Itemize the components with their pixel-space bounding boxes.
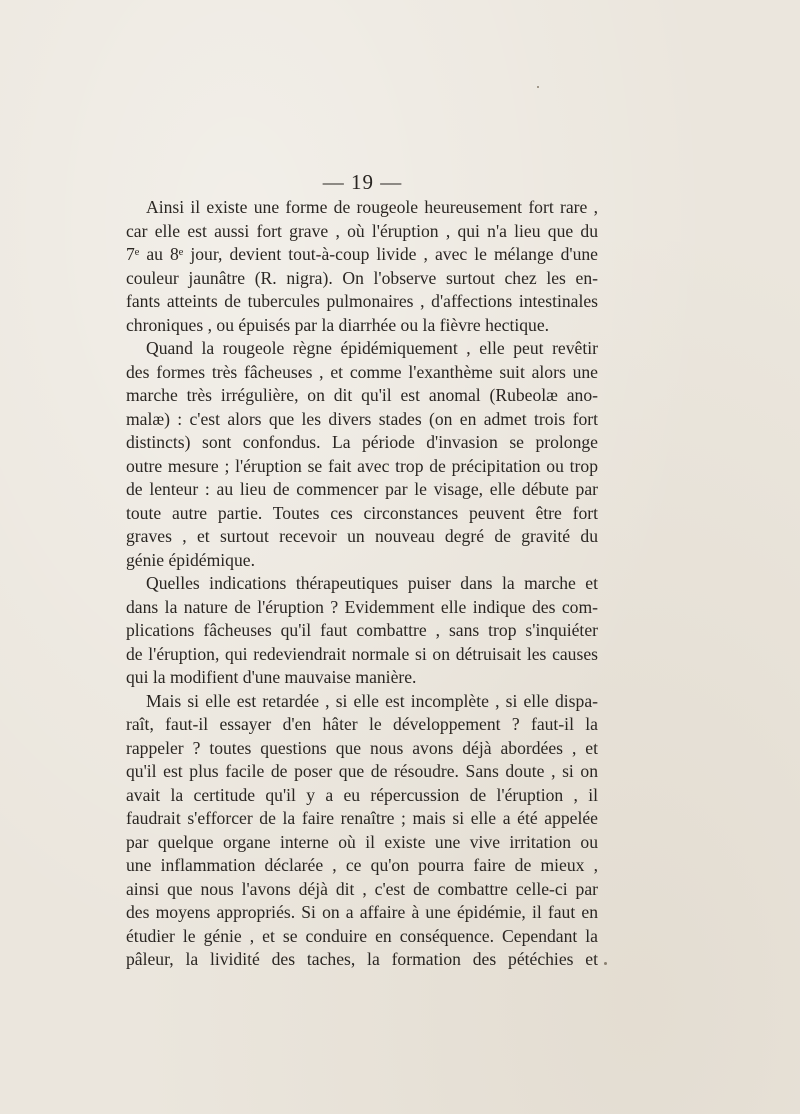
text-line: chroniques , ou épuisés par la diarrhée ou la fièvre hectique. <box>126 314 550 335</box>
text-line: des moyens appropriés. Si on a affaire à une épidémie, il faut en <box>126 902 598 922</box>
text-line: une inflammation déclarée , ce qu'on pourra faire de mieux , <box>126 855 598 875</box>
text-line: dans la nature de l'éruption ? Evidemment elle indique des com- <box>126 596 598 617</box>
text-line: qui la modifient d'une mauvaise manière. <box>126 667 417 687</box>
body-text <box>126 196 598 972</box>
text-line: rappeler ? toutes questions que nous avons déjà abordées , et <box>126 737 598 758</box>
text-line: toute autre partie. Toutes ces circonstances peuvent être fort <box>126 502 598 523</box>
text-line: faudrait s'efforcer de la faire renaître ; mais si elle a été appelée <box>126 808 598 828</box>
text-line: 7ᵉ au 8ᵉ jour, devient tout-à-coup livide , avec le mélange d'une <box>126 244 598 264</box>
paper-speck <box>604 962 607 965</box>
text-line: qu'il est plus facile de poser que de résoudre. Sans doute , si on <box>126 761 598 781</box>
text-line: ainsi que nous l'avons déjà dit , c'est de combattre celle-ci par <box>126 878 598 899</box>
text-line: avait la certitude qu'il y a eu répercussion de l'éruption , il <box>126 784 598 805</box>
text-line: marche très irrégulière, on dit qu'il est anomal (Rubeolæ ano- <box>126 385 598 405</box>
text-line: raît, faut-il essayer d'en hâter le développement ? faut-il la <box>126 714 598 734</box>
text-line: plications fâcheuses qu'il faut combattre , sans trop s'inquiéter <box>126 620 598 640</box>
text-line: car elle est aussi fort grave , où l'éruption , qui n'a lieu que du <box>126 220 598 241</box>
text-line: de l'éruption, qui redeviendrait normale si on détruisait les causes <box>126 643 598 664</box>
text-line: génie épidémique. <box>126 549 255 570</box>
text-line: distincts) sont confondus. La période d'invasion se prolonge <box>126 432 598 452</box>
text-line: par quelque organe interne où il existe une vive irritation ou <box>126 831 598 852</box>
text-line: Ainsi il existe une forme de rougeole heureusement fort rare , <box>146 197 598 217</box>
page-number: — 19 — <box>322 170 403 194</box>
text-line: Quelles indications thérapeutiques puiser dans la marche et <box>146 573 598 593</box>
text-line: graves , et surtout recevoir un nouveau degré de gravité du <box>126 526 598 546</box>
text-line: étudier le génie , et se conduire en conséquence. Cependant la <box>126 925 598 946</box>
text-line: de lenteur : au lieu de commencer par le visage, elle débute par <box>126 479 598 499</box>
text-line: fants atteints de tubercules pulmonaires , d'affections intestinales <box>126 291 598 311</box>
text-line: des formes très fâcheuses , et comme l'exanthème suit alors une <box>126 361 598 382</box>
text-line: malæ) : c'est alors que les divers stades (on en admet trois fort <box>126 408 598 429</box>
text-line: Mais si elle est retardée , si elle est incomplète , si elle dispa- <box>146 690 598 711</box>
text-line: couleur jaunâtre (R. nigra). On l'observe surtout chez les en- <box>126 267 598 288</box>
text-line: Quand la rougeole règne épidémiquement , elle peut revêtir <box>146 338 598 358</box>
text-line: pâleur, la lividité des taches, la formation des pétéchies et <box>126 949 598 969</box>
paper-speck <box>537 86 539 88</box>
text-line: outre mesure ; l'éruption se fait avec trop de précipitation ou trop <box>126 455 598 476</box>
